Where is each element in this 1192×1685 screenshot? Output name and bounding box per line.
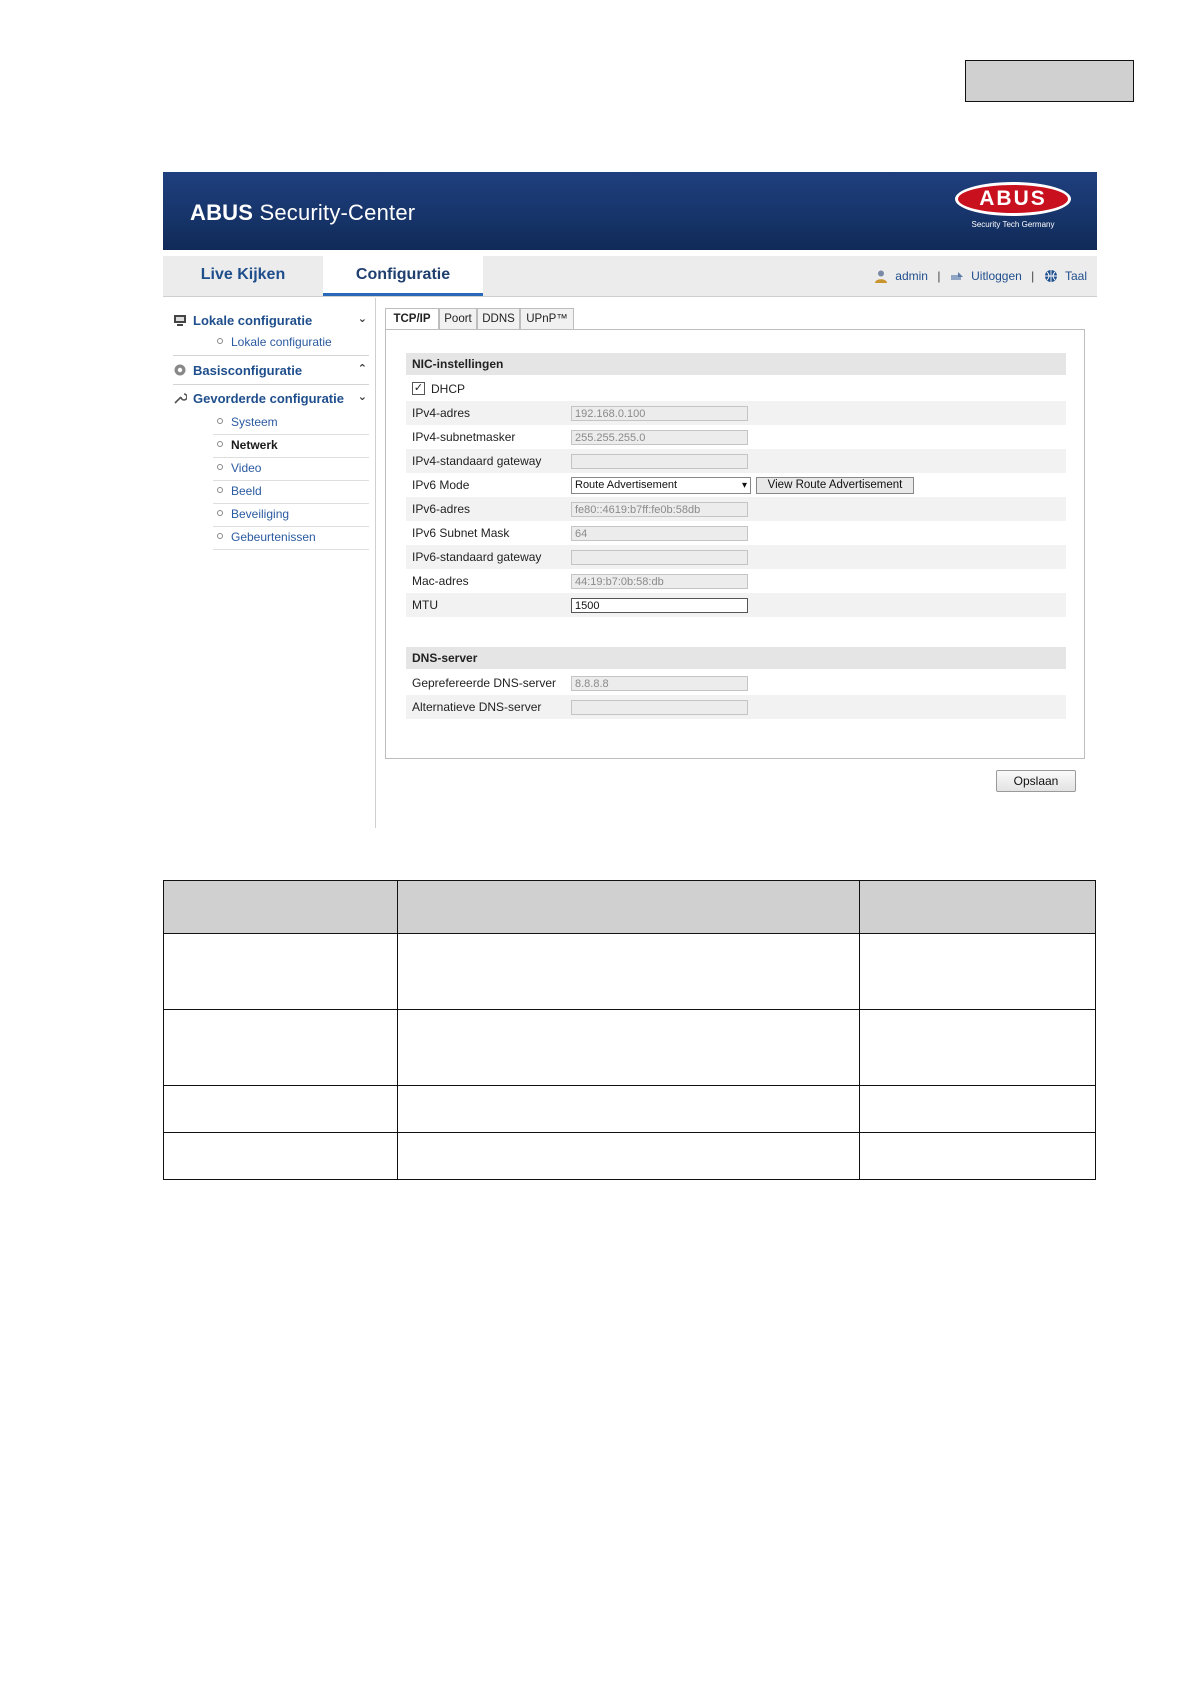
ipv6-gateway-row: IPv6-standaard gateway — [406, 545, 1066, 569]
sidebar-section-gevorderde-configuratie[interactable]: Gevorderde configuratie ⌄ — [173, 388, 369, 410]
ipv6-gateway-field — [571, 550, 748, 565]
tab-live-kijken[interactable]: Live Kijken — [200, 266, 286, 283]
table-row — [164, 934, 1096, 1010]
alternate-dns-field — [571, 700, 748, 715]
save-button[interactable]: Opslaan — [996, 770, 1076, 792]
app-title: ABUS Security-Center — [190, 200, 416, 225]
bullet-icon — [217, 487, 223, 493]
ipv4-row: IPv4-adres 192.168.0.100 — [406, 401, 1066, 425]
ipv6-mask-row: IPv6 Subnet Mask 64 — [406, 521, 1066, 545]
gear-icon — [173, 363, 187, 377]
table-header-cell — [398, 881, 860, 934]
table-cell — [860, 1010, 1096, 1086]
chevron-up-icon: ⌃ — [357, 363, 367, 375]
alternate-dns-row: Alternatieve DNS-server — [406, 695, 1066, 719]
bullet-icon — [217, 441, 223, 447]
sidebar-item-video[interactable]: Video — [213, 458, 369, 481]
ipv6-subnet-field: 64 — [571, 526, 748, 541]
user-area — [874, 256, 1087, 296]
sidebar-item-netwerk[interactable]: Netwerk — [213, 435, 369, 458]
table-cell — [164, 1133, 398, 1180]
sidebar-section-lokale-configuratie[interactable]: Lokale configuratie ⌄ — [173, 310, 369, 332]
table-cell — [860, 1086, 1096, 1133]
table-row — [164, 1010, 1096, 1086]
globe-icon — [1044, 269, 1058, 283]
header-banner — [163, 172, 1097, 250]
table-cell — [164, 1010, 398, 1086]
ipv4-gateway-field — [571, 454, 748, 469]
user-icon — [874, 269, 888, 283]
bullet-icon — [217, 510, 223, 516]
tab-upnp[interactable]: UPnP™ — [520, 308, 574, 329]
ipv6-mode-select[interactable]: Route Advertisement ▾ — [571, 477, 751, 494]
dhcp-checkbox[interactable]: ✓ — [413, 382, 424, 394]
chevron-down-icon: ⌄ — [357, 313, 367, 325]
ipv6-row: IPv6-adres fe80::4619:b7ff:fe0b:58db — [406, 497, 1066, 521]
ipv6-mode-row: IPv6 Mode Route Advertisement ▾ View Route Advertisement — [406, 473, 1066, 497]
wrench-icon — [173, 391, 187, 405]
sidebar — [163, 298, 376, 828]
nic-settings-heading: NIC-instellingen — [406, 353, 1066, 375]
parameter-table — [163, 880, 1096, 1180]
table-header-cell — [164, 881, 398, 934]
mtu-input[interactable]: 1500 — [571, 598, 748, 613]
tab-configuratie[interactable]: Configuratie — [323, 256, 483, 296]
table-header-row — [164, 881, 1096, 934]
bullet-icon — [217, 464, 223, 470]
table-cell — [164, 934, 398, 1010]
dhcp-row — [406, 377, 1066, 401]
table-row — [164, 1133, 1096, 1180]
sidebar-divider — [173, 355, 369, 356]
sidebar-item-systeem[interactable]: Systeem — [213, 412, 369, 435]
mtu-row: MTU 1500 — [406, 593, 1066, 617]
preferred-dns-row: Geprefereerde DNS-server 8.8.8.8 — [406, 671, 1066, 695]
bullet-icon — [217, 338, 223, 344]
dns-server-heading: DNS-server — [406, 647, 1066, 669]
table-cell — [860, 934, 1096, 1010]
bullet-icon — [217, 418, 223, 424]
sidebar-item-lokale-configuratie[interactable]: Lokale configuratie — [213, 332, 369, 354]
sidebar-item-beeld[interactable]: Beeld — [213, 481, 369, 504]
nav-separator: | — [1031, 268, 1035, 283]
table-cell — [398, 1086, 860, 1133]
preferred-dns-field: 8.8.8.8 — [571, 676, 748, 691]
screenshot-frame — [163, 172, 1097, 828]
tab-tcp-ip[interactable]: TCP/IP — [385, 308, 439, 331]
table-row — [164, 1086, 1096, 1133]
chevron-down-icon: ▾ — [741, 480, 747, 491]
table-cell — [164, 1086, 398, 1133]
sidebar-section-basisconfiguratie[interactable]: Basisconfiguratie ⌃ — [173, 360, 369, 382]
tab-poort[interactable]: Poort — [439, 308, 477, 329]
table-cell — [398, 1133, 860, 1180]
mac-address-field: 44:19:b7:0b:58:db — [571, 574, 748, 589]
view-route-advertisement-button[interactable]: View Route Advertisement — [756, 477, 914, 494]
abus-logo — [947, 180, 1079, 232]
table-cell — [398, 934, 860, 1010]
logo-wordmark: ABUS — [955, 182, 1071, 216]
table-header-cell — [860, 881, 1096, 934]
sidebar-divider — [173, 384, 369, 385]
bullet-icon — [217, 533, 223, 539]
sidebar-item-beveiliging[interactable]: Beveiliging — [213, 504, 369, 527]
ipv6-address-field: fe80::4619:b7ff:fe0b:58db — [571, 502, 748, 517]
logo-tagline: Security Tech Germany — [971, 220, 1055, 229]
user-name[interactable]: admin — [895, 268, 928, 283]
subnet-row: IPv4-subnetmasker 255.255.255.0 — [406, 425, 1066, 449]
tab-ddns[interactable]: DDNS — [477, 308, 520, 329]
language-link[interactable]: Taal — [1064, 268, 1087, 283]
main-nav — [163, 256, 1097, 297]
chevron-down-icon: ⌄ — [357, 391, 367, 403]
header-box — [965, 60, 1134, 102]
tcpip-panel — [385, 329, 1085, 759]
ipv4-subnet-field: 255.255.255.0 — [571, 430, 748, 445]
gateway-row: IPv4-standaard gateway — [406, 449, 1066, 473]
logout-icon — [950, 269, 964, 283]
dhcp-label: DHCP — [431, 382, 466, 396]
table-cell — [860, 1133, 1096, 1180]
monitor-icon — [173, 313, 187, 327]
nav-separator: | — [937, 268, 941, 283]
logout-link[interactable]: Uitloggen — [971, 268, 1022, 283]
table-cell — [398, 1010, 860, 1086]
sidebar-item-gebeurtenissen[interactable]: Gebeurtenissen — [213, 527, 369, 550]
ipv4-address-field: 192.168.0.100 — [571, 406, 748, 421]
mac-row: Mac-adres 44:19:b7:0b:58:db — [406, 569, 1066, 593]
